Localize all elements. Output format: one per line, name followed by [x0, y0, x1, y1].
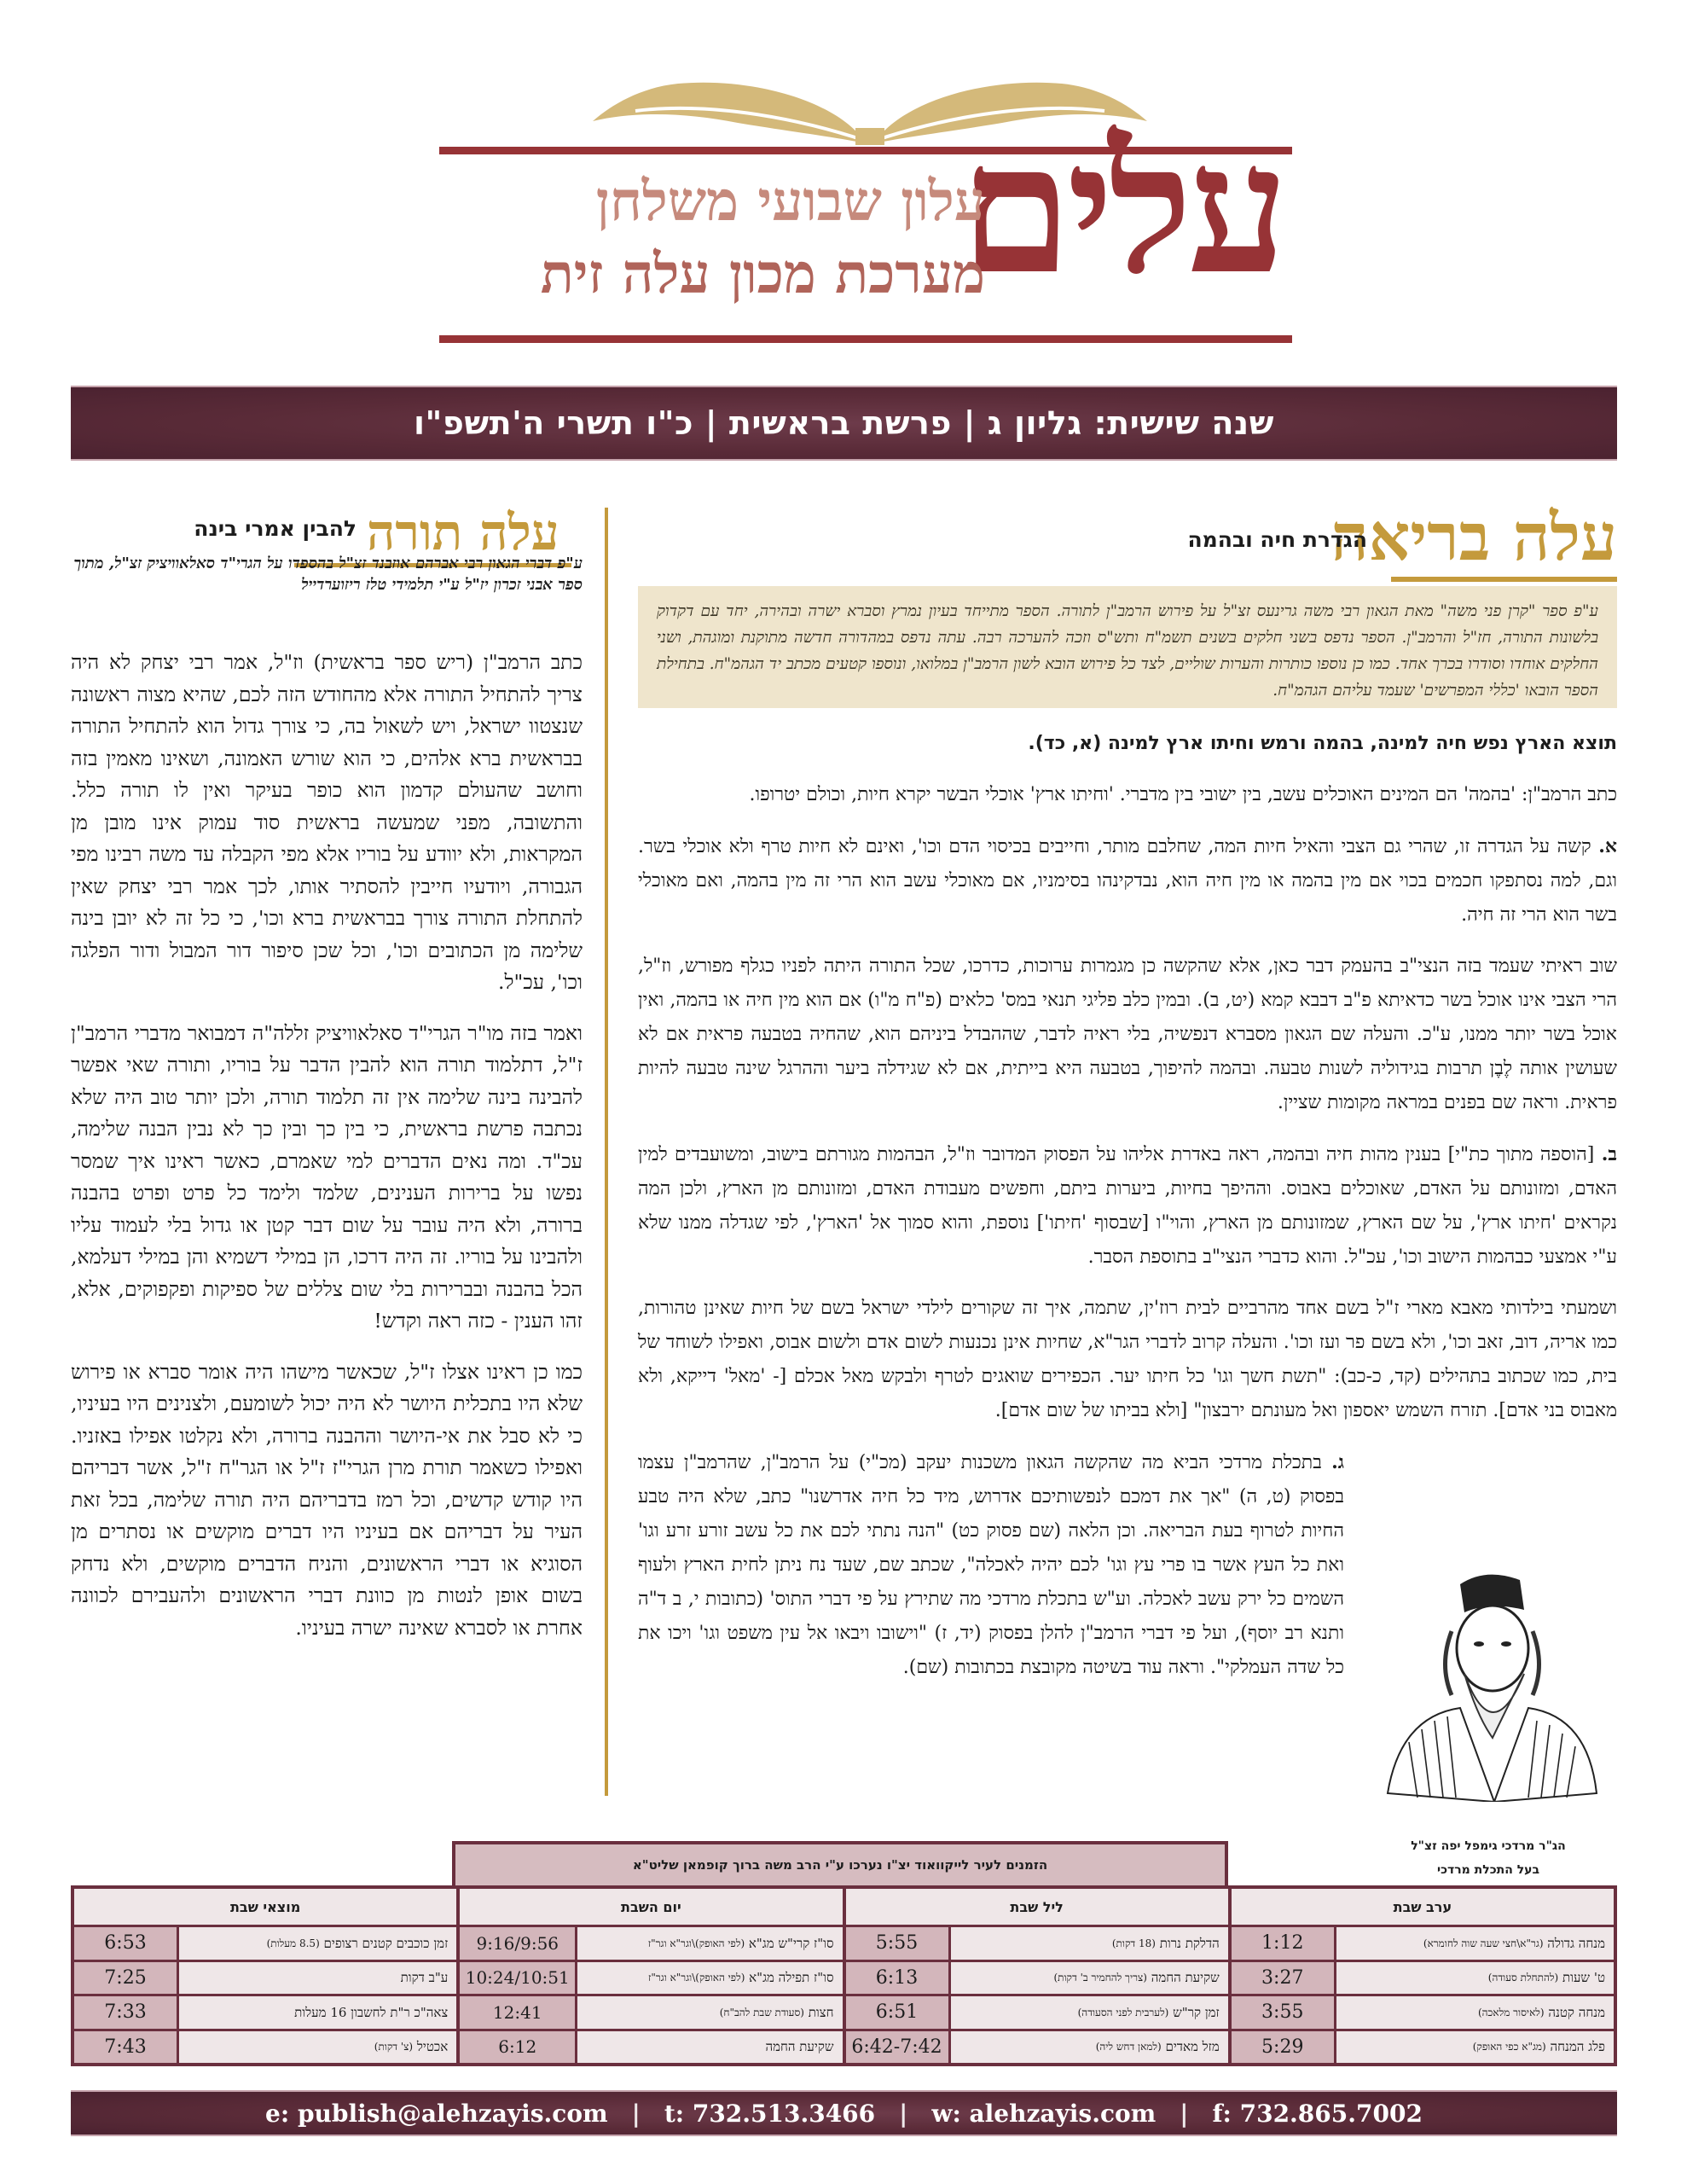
- zmanim-time: 6:12: [460, 2031, 575, 2064]
- zmanim-group-motzei-shabbos: [74, 1889, 456, 2063]
- paragraph-text: [הוספה מתוך כת"י] בענין מהות חיה ובהמה, ראה באדרת אליהו על הפסוק המדובר וז"ל, הבהמות מגורתם בישוב, ומשועבדים למין האדם, ומזונותם על האדם, שאוכלים באבוס. וההיפך בחיות, ביערות ביתם, וחפשים מעבודת האדם, ומזונותם מן הארץ, ולכן המה נקראים 'חיתו ארץ', על שם הארץ, שמזונותם מן הארץ, והוי"ו [שבסוף 'חיתו'] נוספת, והוא סמוך אל 'הארץ', לפי שגדלה ממנו שלא ע"י אמצעי כבהמות הישוב וכו', עכ"ל. והוא כדברי הנצי"ב בתוספת הסבר.: [638, 1144, 1617, 1268]
- footer-separator: |: [631, 2099, 641, 2128]
- zmanim-time: 7:43: [74, 2031, 177, 2064]
- masthead-subtitle-2: מערכת מכון עלה זית: [540, 242, 985, 306]
- footer-fax: f: 732.865.7002: [1212, 2099, 1423, 2128]
- zmanim-row: [460, 1962, 842, 1995]
- zmanim-time: 5:55: [846, 1927, 948, 1960]
- zmanim-group-header: יום השבת: [460, 1889, 842, 1925]
- zmanim-group-header: ערב שבת: [1232, 1889, 1614, 1925]
- left-section-subtitle: להבין אמרי בינה: [194, 516, 357, 541]
- footer-phone[interactable]: t: 732.513.3466: [664, 2099, 876, 2128]
- zmanim-row: [460, 1996, 842, 2029]
- zmanim-time: 1:12: [1232, 1927, 1334, 1960]
- paragraph-text: שוב ראיתי שעמד בזה הנצי"ב בהעמק דבר כאן, אלא שהקשה כן מגמרות ערוכות, כדרכו, שכל התורה היתה לפניו כגלף מפורש, וז"ל, הרי הצבי אינו אוכל בשר כדאיתא פ"ב דבבא קמא (יט, ב). ובמין כלב פליגי תנאי במס' כלאים (פ"ח מ"ו) אם הוא מין חיה או בהמה, ואין אוכל בשר יותר ממנו, ע"כ. והעלה שם הגאון מסברא דנפשיה, בלי ראיה לדבר, שההבדל ביניהם הוא, שהחיה בטבעה פראית אם לא שעושין אותה לֶבֶן תרבות בגידוליה לשנות טבעה. ובהמה להיפוך, בטבעה היא בייתית, אם לא שגידלה ביער וההרגל שינה טבעה להיות פראית. וראה שם בפנים במראה מקומות שציין.: [638, 956, 1617, 1113]
- verse-heading: תוצא הארץ נפש חיה למינה, בהמה ורמש וחיתו ארץ למינה (א, כד).: [1028, 733, 1617, 754]
- left-column-body: [71, 647, 583, 1663]
- zmanim-time: 6:53: [74, 1927, 177, 1960]
- footer-separator: |: [1180, 2099, 1189, 2128]
- portrait-caption-title: בעל התכלת מרדכי: [1436, 1863, 1540, 1877]
- issue-info: שנה שישית: גליון ג | פרשת בראשית | כ"ו תשרי ה'תשפ"ו: [414, 404, 1274, 442]
- zmanim-label: מנחה גדולה (גר"א\חצי שעה שוה לחומרא): [1336, 1927, 1614, 1960]
- zmanim-time: 7:33: [74, 1996, 177, 2029]
- zmanim-row: [1232, 1962, 1614, 1995]
- zmanim-group-header: מוצאי שבת: [74, 1889, 456, 1925]
- zmanim-row: [846, 1996, 1228, 2029]
- zmanim-label: ע"ב דקות: [179, 1962, 456, 1995]
- zmanim-row: [74, 1962, 456, 1995]
- zmanim-label: שקיעת החמה: [577, 2031, 842, 2064]
- zmanim-row: [846, 1927, 1228, 1960]
- zmanim-group-erev-shabbos: [1232, 1889, 1614, 2063]
- zmanim-label: סו"ז קרי"ש מג"א (לפי האופק)\וגר"א וגר"ז: [577, 1927, 842, 1960]
- zmanim-time: 3:27: [1232, 1962, 1334, 1995]
- zmanim-time: 9:16/9:56: [460, 1927, 575, 1960]
- zmanim-row: [1232, 1927, 1614, 1960]
- zmanim-label: חצות (סעודת שבת להב"ח): [577, 1996, 842, 2029]
- paragraph-text: ושמעתי בילדותי מאבא מארי ז"ל בשם אחד מהרביים לבית רוז'ין, שתמה, איך זה שקורים לילדי ישראל בשם של חיות שאינן טהורות, כמו אריה, דוב, זאב וכו', ולא בשם פר ועז וכו'. והעלה קרוב לדברי הגר"א, שחיות אינן נכנעות לשום אדם ולשום אבוס, ואפילו לשוחד של בית, כמו שכתוב בתהילים (קד, כ-כב): "תשת חשך וגו' כל חיתו יער. הכפירים שואגים לטרף ולבקש מאל אכלם [- 'מאל' דייקא, ולא מאבוס בני אדם]. תזרח השמש יאספון ואל מעונתם ירבצון" [ולא בביתו של שום אדם].: [638, 1298, 1617, 1421]
- paragraph-mark: ב.: [1601, 1143, 1617, 1165]
- paragraph: ואמר בזה מו"ר הגרי"ד סאלאוויציק זללה"ה דמבואר מדברי הרמב"ן ז"ל, דתלמוד תורה הוא להבין הדבר על בוריו, ותורה שאי אפשר להבינה בינה שלימה אין זה תלמוד תורה, ולכן יותר טוב היה שלא נכתבה פרשת בראשית, כי בין כך ובין כך לא נבין הבנה שלימה, עכ"ד. ומה נאים הדברים למי שאמרם, כאשר ראינו איך שמסר נפשו על ברירות הענינים, שלמד ולימד כל פרט ופרט בהבנה ברורה, ולא היה עובר על שום דבר קטן או גדול בלי לעמוד עליו ולהבינו על בוריו. זה היה דרכו, הן במילי דשמיא והן במילי דעלמא, הכל בהבנה ובברירות בלי שום צללים של ספיקות ופקפוקים, אלא, זהו הענין - כזה ראה וקדש!: [71, 1020, 583, 1333]
- zmanim-row: [846, 1962, 1228, 1995]
- book-intro-box: ע"פ ספר "קרן פני משה" מאת הגאון רבי משה גרינעס זצ"ל על פירוש הרמב"ן לתורה. הספר מתייחד בעיון נמרץ וסברא ישרה ובהירה, יחד עם דקדוק בלשונות התורה, חז"ל והרמב"ן. הספר נדפס בשני חלקים בשנים תשמ"ח ותש"ס וזכה להערכה רבה. עתה נדפס במהדורה חדשה מתוקנת ומוגהת, ושני החלקים אוחדו וסודרו בכרך אחד. כמו כן נוספו כותרות והערות שוליים, לצד כל פירוש הובא לשון הרמב"ן במלואו, ונוספו קטעים מכתב יד הגהמ"ח. בתחילת הספר הובאו 'כללי המפרשים' שעמד עליהם הגהמ"ח.: [638, 586, 1617, 708]
- zmanim-time: 6:51: [846, 1996, 948, 2029]
- zmanim-label: זמן קר"ש (לערבית לפני הסעודה): [951, 1996, 1228, 2029]
- paragraph-text: כתב הרמב"ן: 'בהמה' הם המינים האוכלים עשב, בין ישובי בין מדברי. 'וחיתו ארץ' אוכלי הבשר יקרא חיות, וכולם יטרופו.: [749, 784, 1617, 805]
- masthead-logo: עלים: [959, 103, 1284, 314]
- zmanim-row: [460, 2031, 842, 2064]
- zmanim-time: 3:55: [1232, 1996, 1334, 2029]
- paragraph: [638, 950, 1617, 1120]
- footer-separator: |: [899, 2099, 908, 2128]
- paragraph: כתב הרמב"ן (ריש ספר בראשית) וז"ל, אמר רבי יצחק לא היה צריך להתחיל התורה אלא מהחודש הזה לכם, שהיא מצוה ראשונה שנצטוו ישראל, ויש לשאול בה, כי צורך גדול הוא להתחיל התורה בבראשית ברא אלהים, כי הוא שורש האמונה, ושאינו מאמין בזה וחושב שהעולם קדמון הוא כופר בעיקר ואין לו תורה כלל. והתשובה, מפני שמעשה בראשית סוד עמוק אינו מובן מן המקראות, ולא יוודע על בוריו אלא מפי הקבלה עד משה רבינו מפי הגבורה, ויודעיו חייבין להסתיר אותו, לכך אמר רבי יצחק שאין להתחלת התורה צורך בבראשית ברא וכו', כי כל זה לא יובן בינה שלימה מן הכתובים וכו', וכל שכן סיפור דור המבול ודור הפלגה וכו', עכ"ל.: [71, 650, 583, 994]
- paragraph: כמו כן ראינו אצלו ז"ל, שכאשר מישהו היה אומר סברא או פירוש שלא היו בתכלית היושר לא היה יכול לשומעם, ולצנינים היו בעיניו, כי לא סבל את אי-היושר וההבנה ברורה, ולא נקלטו אפילו באזניו. ואפילו כשאמר תורת מרן הגרי"ז ז"ל או הגר"ח ז"ל, אשר דבריהם היו קודש קדשים, וכל רמז בדבריהם היה תורה שלימה, בכל זאת העיר על דבריהם אם בעיניו היו דברים מוקשים או נסתרים מן הסוגיא או דברי הראשונים, והניח הדברים מוקשים, ולא נדחק בשום אופן לנטות מן כוונת דברי הראשונים ולהעבירם לכוונה אחרת או לסברא שאינה ישרה בעיניו.: [71, 1359, 583, 1640]
- zmanim-time: 10:24/10:51: [460, 1962, 575, 1995]
- portrait-caption: [1352, 1834, 1625, 1882]
- zmanim-time: 5:29: [1232, 2031, 1334, 2064]
- right-section-subtitle: הגדרת חיה ובהמה: [1187, 527, 1367, 552]
- right-column-body: [638, 727, 1617, 1702]
- zmanim-time: 6:13: [846, 1962, 948, 1995]
- zmanim-row: [1232, 1996, 1614, 2029]
- zmanim-group-shabbos-day: [460, 1889, 842, 2063]
- zmanim-label: הדלקת נרות (18 דקות): [951, 1927, 1228, 1960]
- zmanim-label: זמן כוכבים קטנים רצופים (8.5 מעלות): [179, 1927, 456, 1960]
- masthead-subtitle-1: עלון שבועי משלחן: [595, 170, 985, 234]
- zmanim-row: [460, 1927, 842, 1960]
- paragraph-mark: א.: [1598, 835, 1617, 857]
- masthead: [439, 68, 1292, 358]
- zmanim-time: 7:25: [74, 1962, 177, 1995]
- zmanim-label: מנחה קטנה (לאיסור מלאכה): [1336, 1996, 1614, 2029]
- zmanim-label: ט' שעות (להתחלת סעודה): [1336, 1962, 1614, 1995]
- column-divider: [605, 508, 608, 1796]
- zmanim-row: [1232, 2031, 1614, 2064]
- zmanim-label: אכטיל (צ' דקות): [179, 2031, 456, 2064]
- zmanim-group-leil-shabbos: [846, 1889, 1228, 2063]
- paragraph: [638, 778, 1617, 812]
- paragraph-a: [638, 829, 1617, 932]
- footer-email-link[interactable]: e: publish@alehzayis.com: [265, 2099, 608, 2128]
- zmanim-row: [74, 1927, 456, 1960]
- zmanim-label: סו"ז תפילה מג"א (לפי האופק)\וגר"א וגר"ז: [577, 1962, 842, 1995]
- masthead-bottom-rule: [439, 335, 1292, 343]
- left-section-logo: עלה תורה: [367, 503, 559, 561]
- issue-band: [71, 386, 1617, 461]
- zmanim-label: שקיעת החמה (צריך להחמיר ב' דקות): [951, 1962, 1228, 1995]
- paragraph-b: [638, 1137, 1617, 1275]
- zmanim-group-header: ליל שבת: [846, 1889, 1228, 1925]
- right-section-logo: עלה בריאה: [1330, 499, 1617, 575]
- zmanim-row: [846, 2031, 1228, 2064]
- paragraph-text: בתכלת מרדכי הביא מה שהקשה הגאון משכנות יעקב (מכ"י) על הרמב"ן, שהרמב"ן עצמו בפסוק (ט, ה) "אך את דמכם לנפשותיכם אדרוש, מיד כל חיה אדרשנו" כתב, שלא היה טבע החיות לטרוף בעת הבריאה. וכן הלאה (שם פסוק כט) "הנה נתתי לכם את כל עשב זורע זרע וגו' ואת כל העץ אשר בו פרי עץ וגו' לכם יהיה לאכלה", שכתב שם, שעד נח ניתן לחית הארץ ולעוף השמים כל ירק עשב לאכלה. וע"ש בתכלת מרדכי מה שתירץ על פי דברי התוס' (כתובות י, ב ד"ה ותנא רב יוסף), ועל פי דברי הרמב"ן להלן בפסוק (יד, ז) "וישובו ויבאו אל עין משפט וגו' ויכו את כל שדה העמלקי". וראה עוד בשיטה מקובצת בכתובות (שם).: [638, 1452, 1344, 1678]
- zmanim-time: 6:42-7:42: [846, 2031, 948, 2064]
- footer-website-link[interactable]: w: alehzayis.com: [931, 2099, 1157, 2128]
- left-section-attribution: ע"פ דברי הגאון רבי אברהם אוזבנד זצ"ל בהספדו על הגרי"ד סאלאוויציק זצ"ל, מתוך ספר אבני זכרון יז"ל ע"י תלמידי טלז ריזוערדייל: [73, 555, 583, 594]
- zmanim-time: 12:41: [460, 1996, 575, 2029]
- zmanim-title: הזמנים לעיר לייקוואוד יצ"ו נערכו ע"י הרב משה ברוך קופמאן שליט"א: [452, 1841, 1228, 1885]
- zmanim-row: [74, 1996, 456, 2029]
- contact-footer: [71, 2090, 1617, 2136]
- paragraph: [638, 1292, 1617, 1428]
- zmanim-label: מזל מאדים (למאן דחש ליה): [951, 2031, 1228, 2064]
- paragraph-text: קשה על הגדרה זו, שהרי גם הצבי והאיל חיות המה, שחלבם מותר, וחייבים בכיסוי הדם וכו', ואינם לא חיות טרף ולא אוכלי בשר. וגם, למה נסתפקו חכמים בכוי אם מין בהמה או מין חיה הוא, נבדקינהו בסימניו, אם מאוכלי עשב הוא הרי זה מין בהמה, ואם מאוכלי בשר הוא הרי זה חיה.: [638, 836, 1617, 926]
- zmanim-table: [71, 1885, 1617, 2066]
- paragraph-c: [638, 1445, 1344, 1685]
- paragraph-mark: ג.: [1331, 1451, 1344, 1473]
- zmanim-label: צאה"כ ר"ת לחשבון 16 מעלות: [179, 1996, 456, 2029]
- zmanim-label: פלג המנחה (מג"א כפי האופק): [1336, 2031, 1614, 2064]
- right-section-logo-underline: [1391, 577, 1617, 582]
- portrait-caption-name: הג"ר מרדכי גימפל יפה זצ"ל: [1411, 1839, 1566, 1853]
- zmanim-row: [74, 2031, 456, 2064]
